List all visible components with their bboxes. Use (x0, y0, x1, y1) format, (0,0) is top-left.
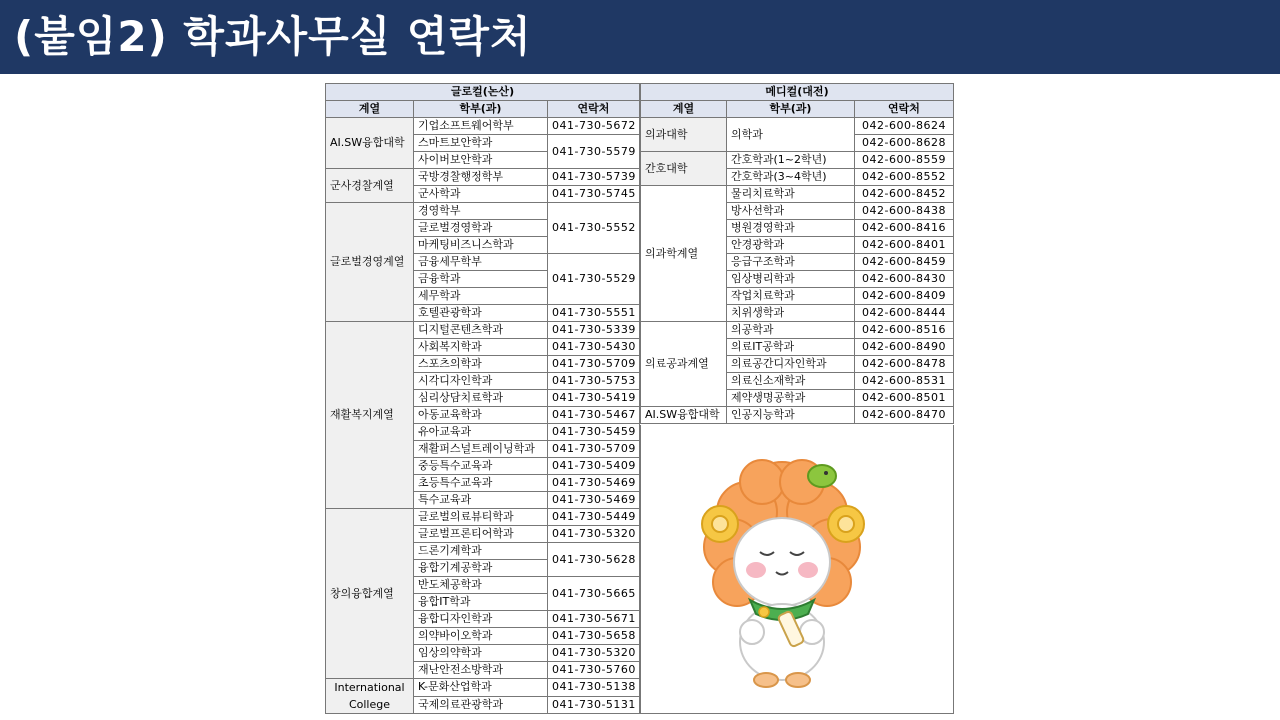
table-row (641, 407, 954, 424)
table-row (641, 186, 954, 203)
dept-cell: 호텔관광학과 (414, 305, 548, 322)
dept-cell: 재활퍼스널트레이닝학과 (414, 441, 548, 458)
column-header-phone: 연락처 (855, 101, 954, 118)
dept-cell: 중등특수교육과 (414, 458, 548, 475)
dept-cell: 물리치료학과 (727, 186, 855, 203)
dept-cell: 초등특수교육과 (414, 475, 548, 492)
dept-cell: K-문화산업학과 (414, 679, 548, 697)
dept-cell: 사회복지학과 (414, 339, 548, 356)
phone-cell: 042-600-8501 (855, 390, 954, 407)
table-row (326, 322, 640, 339)
dept-cell: 방사선학과 (727, 203, 855, 220)
dept-cell: 인공지능학과 (727, 407, 855, 424)
phone-cell: 041-730-5552 (548, 203, 640, 254)
dept-cell: 의학과 (727, 118, 855, 152)
phone-cell: 042-600-8416 (855, 220, 954, 237)
dept-cell: 스포츠의학과 (414, 356, 548, 373)
phone-cell: 042-600-8401 (855, 237, 954, 254)
table-row (641, 152, 954, 169)
table-row (326, 169, 640, 186)
phone-cell: 042-600-8452 (855, 186, 954, 203)
dept-cell: 임상병리학과 (727, 271, 855, 288)
phone-cell: 042-600-8470 (855, 407, 954, 424)
dept-cell: 유아교육과 (414, 424, 548, 441)
phone-cell: 041-730-5739 (548, 169, 640, 186)
phone-cell: 041-730-5760 (548, 662, 640, 679)
dept-cell: 임상의약학과 (414, 645, 548, 662)
dept-cell: 심리상담치료학과 (414, 390, 548, 407)
dept-cell: 스마트보안학과 (414, 135, 548, 152)
table-row (326, 118, 640, 135)
dept-cell: 응급구조학과 (727, 254, 855, 271)
phone-cell: 041-730-5709 (548, 356, 640, 373)
dept-cell: 글로벌프론티어학과 (414, 526, 548, 543)
group-cell: 군사경찰계열 (326, 169, 414, 203)
dept-cell: 제약생명공학과 (727, 390, 855, 407)
title-bar (0, 0, 1280, 74)
phone-cell: 041-730-5753 (548, 373, 640, 390)
phone-cell: 041-730-5658 (548, 628, 640, 645)
dept-cell: 기업소프트웨어학부 (414, 118, 548, 135)
dept-cell: 특수교육과 (414, 492, 548, 509)
dept-cell: 간호학과(1~2학년) (727, 152, 855, 169)
phone-cell: 041-730-5138 (548, 679, 640, 697)
group-cell: AI.SW융합대학 (641, 407, 727, 424)
page-title: (붙임2) 학과사무실 연락처 (14, 12, 532, 61)
dept-cell: 금융학과 (414, 271, 548, 288)
phone-cell: 041-730-5671 (548, 611, 640, 628)
phone-cell: 042-600-8628 (855, 135, 954, 152)
phone-cell: 041-730-5628 (548, 543, 640, 577)
dept-cell: 의약바이오학과 (414, 628, 548, 645)
dept-cell: 마케팅비즈니스학과 (414, 237, 548, 254)
group-cell: 재활복지계열 (326, 322, 414, 509)
group-cell: 글로벌경영계열 (326, 203, 414, 322)
phone-cell: 041-730-5745 (548, 186, 640, 203)
column-header-group: 계열 (641, 101, 727, 118)
dept-cell: 군사학과 (414, 186, 548, 203)
phone-cell: 041-730-5409 (548, 458, 640, 475)
phone-cell: 041-730-5665 (548, 577, 640, 611)
phone-cell: 042-600-8459 (855, 254, 954, 271)
phone-cell: 042-600-8438 (855, 203, 954, 220)
phone-cell: 042-600-8430 (855, 271, 954, 288)
phone-cell: 041-730-5320 (548, 645, 640, 662)
table-row (326, 679, 640, 697)
dept-cell: 의공학과 (727, 322, 855, 339)
dept-cell: 국제의료관광학과 (414, 696, 548, 714)
campus-header: 메디컬(대전) (641, 84, 954, 101)
glocal-contact-table (325, 83, 640, 714)
phone-cell: 041-730-5579 (548, 135, 640, 169)
column-header-phone: 연락처 (548, 101, 640, 118)
phone-cell: 041-730-5449 (548, 509, 640, 526)
group-cell: 창의융합계열 (326, 509, 414, 679)
phone-cell: 041-730-5467 (548, 407, 640, 424)
phone-cell: 041-730-5529 (548, 254, 640, 305)
phone-cell: 042-600-8624 (855, 118, 954, 135)
phone-cell: 041-730-5320 (548, 526, 640, 543)
dept-cell: 융합기계공학과 (414, 560, 548, 577)
table-row (641, 118, 954, 135)
group-cell: AI.SW융합대학 (326, 118, 414, 169)
medical-contact-table (640, 83, 954, 424)
dept-cell: 글로벌경영학과 (414, 220, 548, 237)
dept-cell: 사이버보안학과 (414, 152, 548, 169)
phone-cell: 041-730-5469 (548, 475, 640, 492)
phone-cell: 042-600-8552 (855, 169, 954, 186)
group-cell: 의료공과계열 (641, 322, 727, 407)
phone-cell: 042-600-8409 (855, 288, 954, 305)
dept-cell: 국방경찰행정학부 (414, 169, 548, 186)
dept-cell: 융합IT학과 (414, 594, 548, 611)
phone-cell: 041-730-5430 (548, 339, 640, 356)
dept-cell: 치위생학과 (727, 305, 855, 322)
campus-header: 글로컬(논산) (326, 84, 640, 101)
phone-cell: 042-600-8478 (855, 356, 954, 373)
phone-cell: 041-730-5709 (548, 441, 640, 458)
group-cell: 의과학계열 (641, 186, 727, 322)
phone-cell: 041-730-5459 (548, 424, 640, 441)
dept-cell: 의료공간디자인학과 (727, 356, 855, 373)
group-cell: 간호대학 (641, 152, 727, 186)
dept-cell: 융합디자인학과 (414, 611, 548, 628)
phone-cell: 041-730-5469 (548, 492, 640, 509)
phone-cell: 041-730-5131 (548, 696, 640, 714)
phone-cell: 042-600-8490 (855, 339, 954, 356)
dept-cell: 글로벌의료뷰티학과 (414, 509, 548, 526)
dept-cell: 의료신소재학과 (727, 373, 855, 390)
column-header-dept: 학부(과) (727, 101, 855, 118)
dept-cell: 의료IT공학과 (727, 339, 855, 356)
table-row (326, 203, 640, 220)
dept-cell: 세무학과 (414, 288, 548, 305)
phone-cell: 041-730-5672 (548, 118, 640, 135)
dept-cell: 재난안전소방학과 (414, 662, 548, 679)
dept-cell: 금융세무학부 (414, 254, 548, 271)
phone-cell: 041-730-5419 (548, 390, 640, 407)
dept-cell: 디지털콘텐츠학과 (414, 322, 548, 339)
dept-cell: 작업치료학과 (727, 288, 855, 305)
dept-cell: 경영학부 (414, 203, 548, 220)
phone-cell: 041-730-5551 (548, 305, 640, 322)
phone-cell: 042-600-8531 (855, 373, 954, 390)
phone-cell: 042-600-8444 (855, 305, 954, 322)
column-header-dept: 학부(과) (414, 101, 548, 118)
dept-cell: 아동교육학과 (414, 407, 548, 424)
phone-cell: 041-730-5339 (548, 322, 640, 339)
phone-cell: 042-600-8559 (855, 152, 954, 169)
group-cell: International College (326, 679, 414, 714)
dept-cell: 드론기계학과 (414, 543, 548, 560)
phone-cell: 042-600-8516 (855, 322, 954, 339)
dept-cell: 반도체공학과 (414, 577, 548, 594)
dept-cell: 간호학과(3~4학년) (727, 169, 855, 186)
dept-cell: 시각디자인학과 (414, 373, 548, 390)
table-row (326, 509, 640, 526)
column-header-group: 계열 (326, 101, 414, 118)
sheep-mascot-illustration (692, 452, 872, 692)
group-cell: 의과대학 (641, 118, 727, 152)
dept-cell: 안경광학과 (727, 237, 855, 254)
dept-cell: 병원경영학과 (727, 220, 855, 237)
table-row (641, 322, 954, 339)
